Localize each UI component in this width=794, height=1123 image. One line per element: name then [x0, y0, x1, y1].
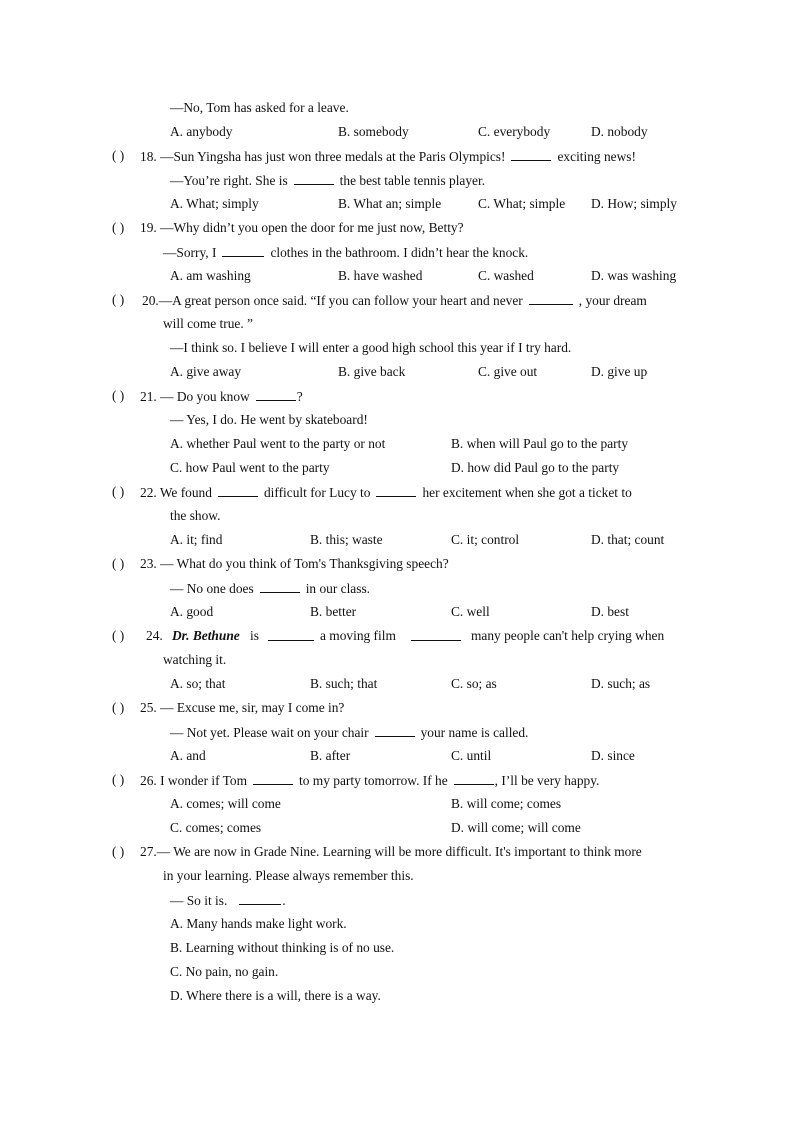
- q25-response-line: — Not yet. Please wait on your chair your name is called.: [0, 722, 794, 742]
- q17-option-d[interactable]: D. nobody: [591, 124, 648, 139]
- q22-option-d[interactable]: D. that; count: [591, 532, 665, 547]
- q21-question-line: ( ) 21. — Do you know ?: [112, 388, 303, 404]
- q23-options: [0, 602, 794, 622]
- q24-option-d[interactable]: D. such; as: [591, 676, 651, 691]
- q21-option-b[interactable]: B. when will Paul go to the party: [451, 436, 629, 451]
- q26-option-c[interactable]: C. comes; comes: [170, 820, 262, 835]
- q26-blank-2[interactable]: [454, 770, 494, 785]
- q22-question-line: ( ) 22. We found difficult for Lucy to her excitement when she got a ticket to: [112, 484, 632, 500]
- q22-blank-2[interactable]: [376, 482, 416, 497]
- q27-blank[interactable]: [239, 890, 281, 905]
- q27-answer-paren[interactable]: ( ): [112, 844, 125, 859]
- q19-option-c[interactable]: C. washed: [478, 268, 534, 283]
- q27-response-line: — So it is. .: [0, 890, 794, 910]
- q18-blank-1[interactable]: [511, 146, 551, 161]
- q25-answer-paren[interactable]: ( ): [112, 700, 125, 715]
- q18-option-c[interactable]: C. What; simple: [478, 196, 566, 211]
- q24-blank-1[interactable]: [268, 626, 314, 641]
- q27-question-line: ( ) 27.— We are now in Grade Nine. Learning will be more difficult. It's important to think more: [0, 842, 794, 862]
- q21-options-row-1: [0, 434, 794, 454]
- q23-option-c[interactable]: C. well: [451, 604, 490, 619]
- q26-options-row-2: [0, 818, 794, 838]
- q24-question-line-2: watching it.: [163, 652, 227, 667]
- q22-option-c[interactable]: C. it; control: [451, 532, 520, 547]
- q23-question-line: ( ) 23. — What do you think of Tom's Thanksgiving speech?: [0, 554, 794, 574]
- q21-response-line: — Yes, I do. He went by skateboard!: [170, 412, 368, 427]
- q19-option-b[interactable]: B. have washed: [338, 268, 423, 283]
- q23-response-line: — No one does in our class.: [0, 578, 794, 598]
- q27-option-d-line: [0, 986, 794, 1006]
- q20-option-a[interactable]: A. give away: [170, 364, 242, 379]
- q20-option-d[interactable]: D. give up: [591, 364, 648, 379]
- q19-option-a[interactable]: A. am washing: [170, 268, 251, 283]
- q24-options: [0, 674, 794, 694]
- q27-option-b-line: [0, 938, 794, 958]
- q25-options: [0, 746, 794, 766]
- q25-question-line: ( ) 25. — Excuse me, sir, may I come in?: [0, 698, 794, 718]
- q27-option-c[interactable]: C. No pain, no gain.: [170, 964, 279, 979]
- q18-option-d[interactable]: D. How; simply: [591, 196, 677, 211]
- q21-option-a[interactable]: A. whether Paul went to the party or not: [170, 436, 386, 451]
- q18-question-line: [0, 146, 794, 166]
- q19-response-line: —Sorry, I clothes in the bathroom. I didn’t hear the knock.: [0, 242, 794, 262]
- q22-blank-1[interactable]: [218, 482, 258, 497]
- q24-blank-2[interactable]: [411, 626, 461, 641]
- q27-option-b[interactable]: B. Learning without thinking is of no use.: [170, 940, 395, 955]
- q18-text: 18. —Sun Yingsha has just won three medals at the Paris Olympics! exciting news!: [140, 146, 636, 167]
- q21-options-row-2: [0, 458, 794, 478]
- q27-question-line-2: in your learning. Please always remember this.: [163, 868, 414, 883]
- q27-option-a[interactable]: A. Many hands make light work.: [170, 916, 347, 931]
- q20-option-b[interactable]: B. give back: [338, 364, 406, 379]
- q24-question-line: ( ) 24. Dr. Bethune is a moving film many people can't help crying when: [0, 626, 794, 646]
- q24-option-a[interactable]: A. so; that: [170, 676, 226, 691]
- q23-option-d[interactable]: D. best: [591, 604, 629, 619]
- q21-option-d[interactable]: D. how did Paul go to the party: [451, 460, 620, 475]
- q21-answer-paren[interactable]: ( ): [112, 388, 125, 403]
- q20-answer-paren[interactable]: ( ): [112, 292, 125, 307]
- q22-answer-paren[interactable]: ( ): [112, 484, 125, 499]
- q19-options: [0, 266, 794, 286]
- film-title: Dr. Bethune: [172, 628, 240, 643]
- q22-option-b[interactable]: B. this; waste: [310, 532, 383, 547]
- q27-option-c-line: [0, 962, 794, 982]
- q23-option-b[interactable]: B. better: [310, 604, 357, 619]
- q17-options: [0, 122, 794, 142]
- q21-blank[interactable]: [256, 386, 296, 401]
- q26-option-a[interactable]: A. comes; will come: [170, 796, 281, 811]
- q20-blank[interactable]: [529, 290, 573, 305]
- q23-blank[interactable]: [260, 578, 300, 593]
- q20-question-line-2: will come true. ”: [163, 316, 253, 331]
- q17-option-b[interactable]: B. somebody: [338, 124, 409, 139]
- q24-option-b[interactable]: B. such; that: [310, 676, 378, 691]
- q18-answer-paren[interactable]: ( ): [112, 148, 125, 163]
- q23-option-a[interactable]: A. good: [170, 604, 214, 619]
- q18-option-b[interactable]: B. What an; simple: [338, 196, 442, 211]
- q19-blank[interactable]: [222, 242, 264, 257]
- q19-option-d[interactable]: D. was washing: [591, 268, 677, 283]
- q27-option-d[interactable]: D. Where there is a will, there is a way.: [170, 988, 381, 1003]
- q23-answer-paren[interactable]: ( ): [112, 556, 125, 571]
- q24-option-c[interactable]: C. so; as: [451, 676, 497, 691]
- q19-answer-paren[interactable]: ( ): [112, 220, 125, 235]
- q19-question-line: ( ) 19. —Why didn’t you open the door for me just now, Betty?: [0, 218, 794, 238]
- q27-option-a-line: [0, 914, 794, 934]
- q26-options-row-1: [0, 794, 794, 814]
- q21-option-c[interactable]: C. how Paul went to the party: [170, 460, 330, 475]
- q18-response-line: —You’re right. She is the best table tennis player.: [0, 170, 794, 190]
- q22-question-line-2: the show.: [170, 508, 221, 523]
- q17-answer-line: —No, Tom has asked for a leave.: [170, 100, 349, 115]
- q25-option-d[interactable]: D. since: [591, 748, 635, 763]
- q20-option-c[interactable]: C. give out: [478, 364, 538, 379]
- q26-question-line: ( ) 26. I wonder if Tom to my party tomorrow. If he , I’ll be very happy.: [112, 772, 600, 788]
- q20-response-line: —I think so. I believe I will enter a good high school this year if I try hard.: [170, 340, 572, 355]
- q20-question-line: ( ) 20.—A great person once said. “If you can follow your heart and never , your dream: [112, 292, 647, 308]
- q18-option-a[interactable]: A. What; simply: [170, 196, 259, 211]
- q18-options: [0, 194, 794, 214]
- q17-option-a[interactable]: A. anybody: [170, 124, 233, 139]
- q22-options: [0, 530, 794, 550]
- q25-option-b[interactable]: B. after: [310, 748, 351, 763]
- q26-answer-paren[interactable]: ( ): [112, 772, 125, 787]
- q26-option-d[interactable]: D. will come; will come: [451, 820, 581, 835]
- q25-blank[interactable]: [375, 722, 415, 737]
- q26-blank-1[interactable]: [253, 770, 293, 785]
- q18-blank-2[interactable]: [294, 170, 334, 185]
- q26-option-b[interactable]: B. will come; comes: [451, 796, 562, 811]
- q25-option-a[interactable]: A. and: [170, 748, 206, 763]
- q17-option-c[interactable]: C. everybody: [478, 124, 551, 139]
- q24-answer-paren[interactable]: ( ): [112, 628, 125, 643]
- q20-options: [0, 362, 794, 382]
- q22-option-a[interactable]: A. it; find: [170, 532, 223, 547]
- q25-option-c[interactable]: C. until: [451, 748, 492, 763]
